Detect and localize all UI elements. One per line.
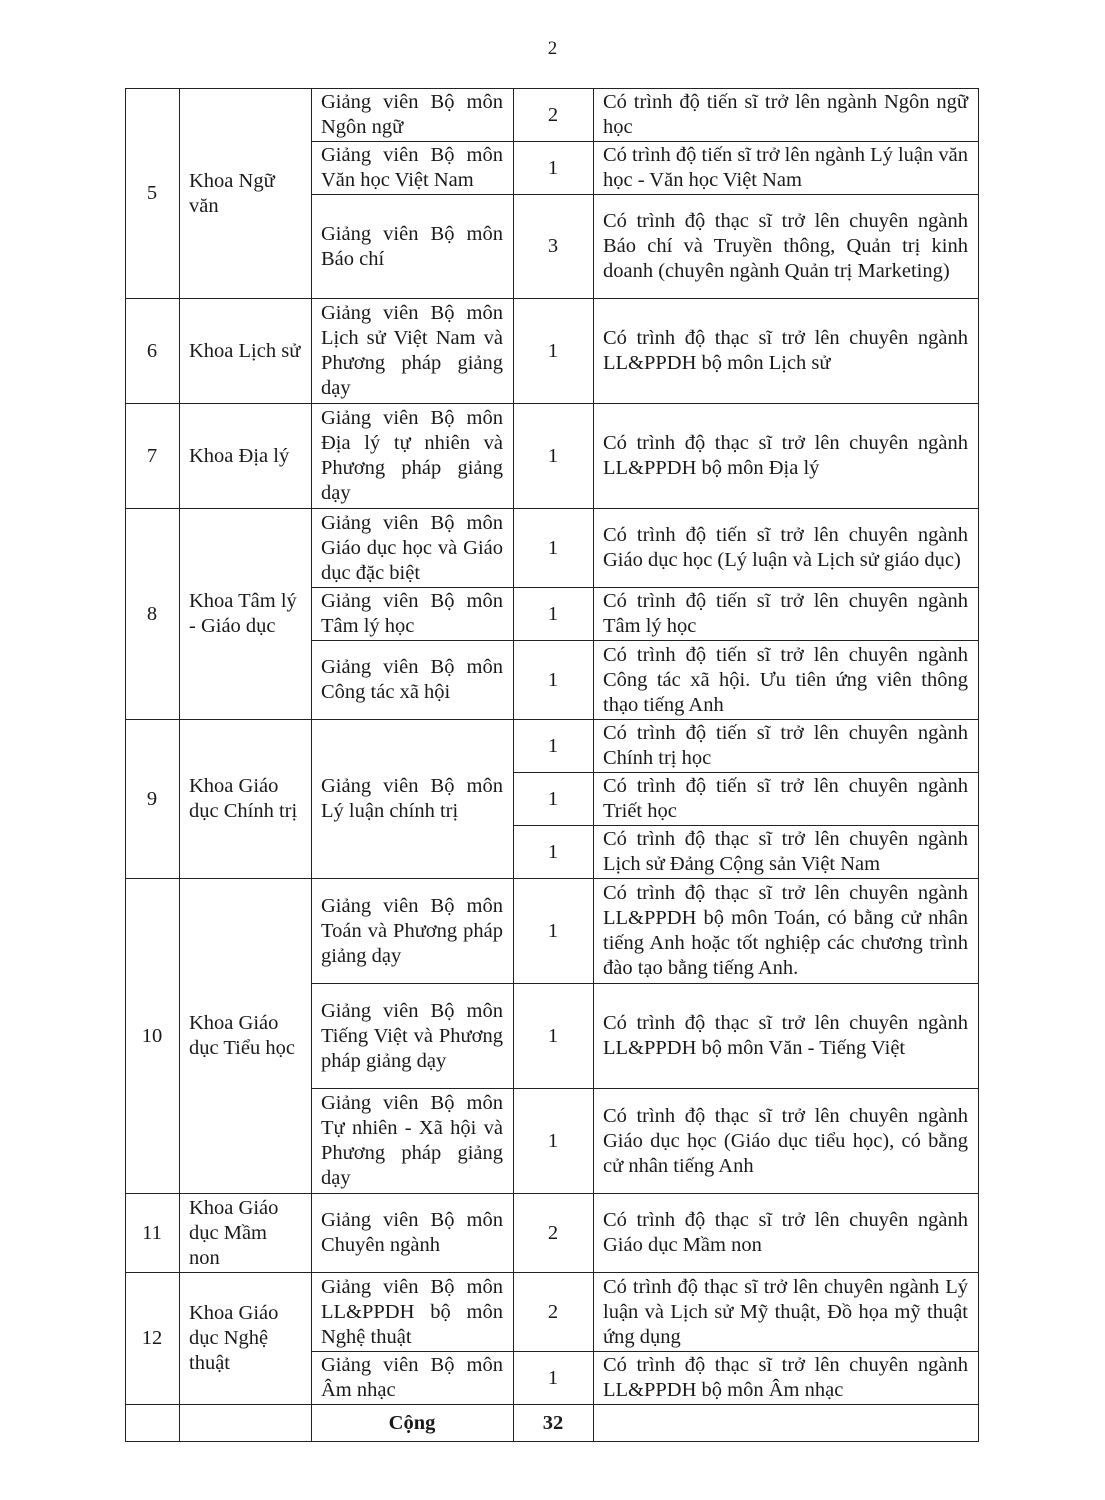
position-title: Giảng viên Bộ môn Tâm lý học bbox=[312, 588, 514, 641]
faculty-name: Khoa Địa lý bbox=[180, 404, 312, 509]
faculty-name: Khoa Giáo dục Chính trị bbox=[180, 720, 312, 879]
requirement: Có trình độ thạc sĩ trở lên chuyên ngành Lịch sử Đảng Cộng sản Việt Nam bbox=[594, 826, 979, 879]
quantity: 1 bbox=[514, 1089, 594, 1194]
row-number: 6 bbox=[126, 299, 180, 404]
quantity: 3 bbox=[514, 195, 594, 299]
requirement: Có trình độ tiến sĩ trở lên chuyên ngành Tâm lý học bbox=[594, 588, 979, 641]
quantity: 1 bbox=[514, 588, 594, 641]
row-number: 5 bbox=[126, 89, 180, 299]
row-number: 10 bbox=[126, 879, 180, 1194]
table-row bbox=[126, 299, 979, 404]
position-title: Giảng viên Bộ môn Ngôn ngữ bbox=[312, 89, 514, 142]
quantity: 2 bbox=[514, 1273, 594, 1352]
position-title: Giảng viên Bộ môn Văn học Việt Nam bbox=[312, 142, 514, 195]
faculty-name: Khoa Giáo dục Tiểu học bbox=[180, 879, 312, 1194]
position-title: Giảng viên Bộ môn Giáo dục học và Giáo dục đặc biệt bbox=[312, 509, 514, 588]
requirement: Có trình độ tiến sĩ trở lên chuyên ngành Công tác xã hội. Ưu tiên ứng viên thông thạo tiếng Anh bbox=[594, 641, 979, 720]
position-title: Giảng viên Bộ môn Tiếng Việt và Phương pháp giảng dạy bbox=[312, 984, 514, 1089]
row-number: 11 bbox=[126, 1194, 180, 1273]
position-title: Giảng viên Bộ môn Địa lý tự nhiên và Phương pháp giảng dạy bbox=[312, 404, 514, 509]
position-title: Giảng viên Bộ môn Toán và Phương pháp giảng dạy bbox=[312, 879, 514, 984]
page-number: 2 bbox=[547, 38, 558, 59]
empty-cell bbox=[180, 1405, 312, 1442]
faculty-name: Khoa Giáo dục Nghệ thuật bbox=[180, 1273, 312, 1405]
position-title: Giảng viên Bộ môn Chuyên ngành bbox=[312, 1194, 514, 1273]
quantity: 1 bbox=[514, 773, 594, 826]
quantity: 1 bbox=[514, 404, 594, 509]
requirement: Có trình độ tiến sĩ trở lên chuyên ngành Chính trị học bbox=[594, 720, 979, 773]
faculty-name: Khoa Lịch sử bbox=[180, 299, 312, 404]
quantity: 1 bbox=[514, 720, 594, 773]
faculty-name: Khoa Giáo dục Mầm non bbox=[180, 1194, 312, 1273]
recruitment-table bbox=[125, 88, 979, 1442]
position-title: Giảng viên Bộ môn Công tác xã hội bbox=[312, 641, 514, 720]
quantity: 1 bbox=[514, 1352, 594, 1405]
requirement: Có trình độ tiến sĩ trở lên chuyên ngành Triết học bbox=[594, 773, 979, 826]
row-number: 9 bbox=[126, 720, 180, 879]
table-row bbox=[126, 1194, 979, 1273]
position-title: Giảng viên Bộ môn Lịch sử Việt Nam và Phương pháp giảng dạy bbox=[312, 299, 514, 404]
faculty-name: Khoa Ngữ văn bbox=[180, 89, 312, 299]
empty-cell bbox=[126, 1405, 180, 1442]
quantity: 1 bbox=[514, 641, 594, 720]
quantity: 1 bbox=[514, 826, 594, 879]
row-number: 12 bbox=[126, 1273, 180, 1405]
requirement: Có trình độ thạc sĩ trở lên chuyên ngành LL&PPDH bộ môn Toán, có bằng cử nhân tiếng Anh hoặc tốt nghiệp các chương trình đào tạo bằng tiếng Anh. bbox=[594, 879, 979, 984]
total-row bbox=[126, 1405, 979, 1442]
requirement: Có trình độ tiến sĩ trở lên ngành Lý luận văn học - Văn học Việt Nam bbox=[594, 142, 979, 195]
quantity: 1 bbox=[514, 142, 594, 195]
position-title: Giảng viên Bộ môn Báo chí bbox=[312, 195, 514, 299]
table-row bbox=[126, 879, 979, 984]
requirement: Có trình độ thạc sĩ trở lên chuyên ngành Lý luận và Lịch sử Mỹ thuật, Đồ họa mỹ thuật ứng dụng bbox=[594, 1273, 979, 1352]
row-number: 8 bbox=[126, 509, 180, 720]
row-number: 7 bbox=[126, 404, 180, 509]
requirement: Có trình độ thạc sĩ trở lên chuyên ngành Giáo dục Mầm non bbox=[594, 1194, 979, 1273]
total-quantity: 32 bbox=[514, 1405, 594, 1442]
requirement: Có trình độ thạc sĩ trở lên chuyên ngành Báo chí và Truyền thông, Quản trị kinh doanh (chuyên ngành Quản trị Marketing) bbox=[594, 195, 979, 299]
requirement: Có trình độ thạc sĩ trở lên chuyên ngành Giáo dục học (Giáo dục tiểu học), có bằng cử nhân tiếng Anh bbox=[594, 1089, 979, 1194]
table-row bbox=[126, 404, 979, 509]
requirement: Có trình độ tiến sĩ trở lên chuyên ngành Giáo dục học (Lý luận và Lịch sử giáo dục) bbox=[594, 509, 979, 588]
empty-cell bbox=[594, 1405, 979, 1442]
requirement: Có trình độ thạc sĩ trở lên chuyên ngành LL&PPDH bộ môn Văn - Tiếng Việt bbox=[594, 984, 979, 1089]
quantity: 2 bbox=[514, 89, 594, 142]
quantity: 1 bbox=[514, 984, 594, 1089]
table-row bbox=[126, 509, 979, 588]
requirement: Có trình độ thạc sĩ trở lên chuyên ngành LL&PPDH bộ môn Địa lý bbox=[594, 404, 979, 509]
requirement: Có trình độ thạc sĩ trở lên chuyên ngành LL&PPDH bộ môn Âm nhạc bbox=[594, 1352, 979, 1405]
requirement: Có trình độ thạc sĩ trở lên chuyên ngành LL&PPDH bộ môn Lịch sử bbox=[594, 299, 979, 404]
position-title: Giảng viên Bộ môn LL&PPDH bộ môn Nghệ thuật bbox=[312, 1273, 514, 1352]
requirement: Có trình độ tiến sĩ trở lên ngành Ngôn ngữ học bbox=[594, 89, 979, 142]
table-row bbox=[126, 720, 979, 773]
position-title: Giảng viên Bộ môn Tự nhiên - Xã hội và Phương pháp giảng dạy bbox=[312, 1089, 514, 1194]
faculty-name: Khoa Tâm lý - Giáo dục bbox=[180, 509, 312, 720]
table-row bbox=[126, 89, 979, 142]
position-title: Giảng viên Bộ môn Âm nhạc bbox=[312, 1352, 514, 1405]
quantity: 1 bbox=[514, 509, 594, 588]
table-row bbox=[126, 1273, 979, 1352]
quantity: 2 bbox=[514, 1194, 594, 1273]
quantity: 1 bbox=[514, 879, 594, 984]
position-title: Giảng viên Bộ môn Lý luận chính trị bbox=[312, 720, 514, 879]
total-label: Cộng bbox=[312, 1405, 514, 1442]
quantity: 1 bbox=[514, 299, 594, 404]
